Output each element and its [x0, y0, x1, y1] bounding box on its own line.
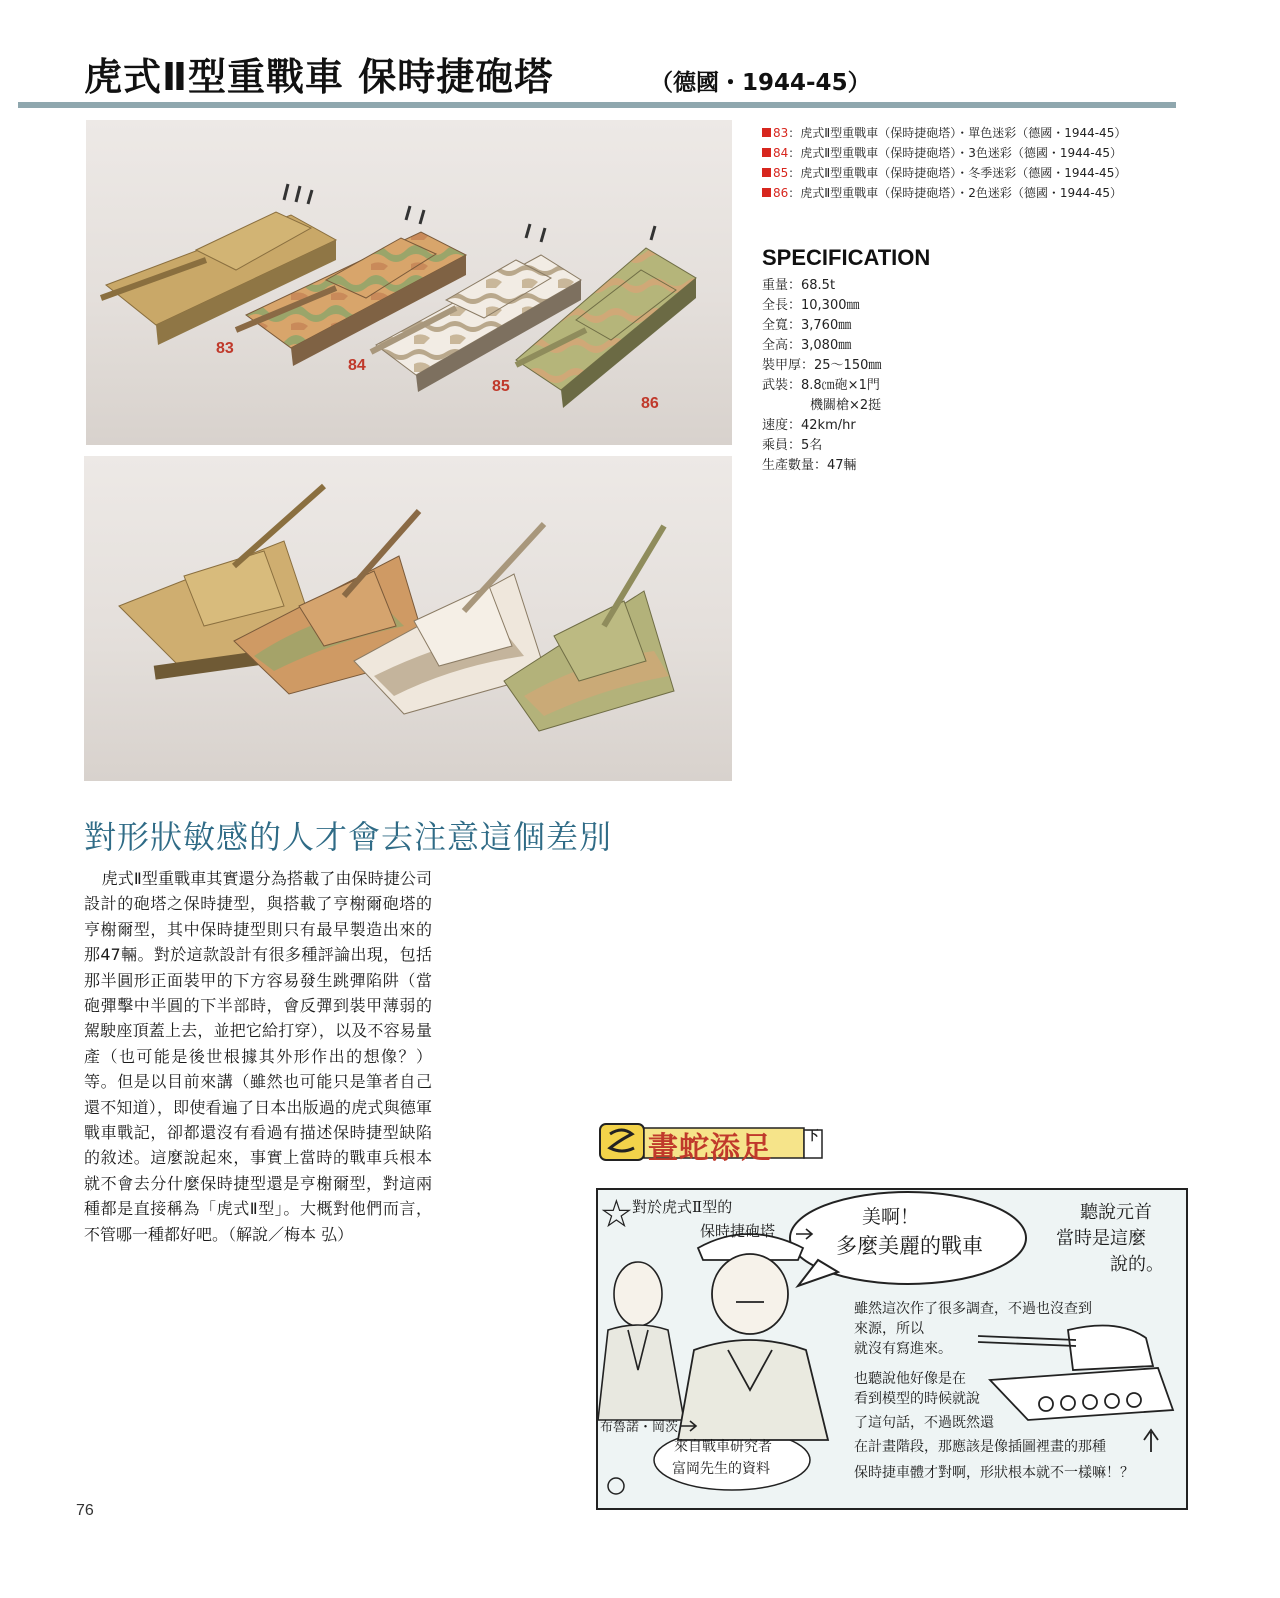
red-square-icon: [762, 148, 771, 157]
comic-note-line-1: 雖然這次作了很多調查，不過也沒查到: [854, 1301, 1092, 1317]
comic-right-line-2: 當時是這麼: [1056, 1228, 1146, 1249]
article-paragraph: 虎式Ⅱ型重戰車其實還分為搭載了由保時捷公司設計的砲塔之保時捷型，與搭載了亨榭爾砲塔的亨榭爾型，其中保時捷型則只有最早製造出來的那47輛。對於這款設計有很多種評論出現，包括那半圓形正面裝甲的下方容易發生跳彈陷阱（當砲彈擊中半圓的下半部時，會反彈到裝甲薄弱的駕駛座頂蓋上去，並把它給打穿），以及不容易量產（也可能是後世根據其外形作出的想像？）等。但是以目前來講（雖然也可能只是筆者自己還不知道），即使看遍了日本出版過的虎式與德軍戰車戰記，卻都還沒有看過有描述保時捷型缺陷的敘述。這麼說起來，事實上當時的戰車兵根本就不會去分什麼保時捷型還是亨榭爾型，對這兩種都是直接稱為「虎式Ⅱ型」。大概對他們而言，不管哪一種都好吧。（解說／梅本 弘）: [84, 869, 432, 1244]
photo-top-tanks: [86, 120, 732, 445]
red-square-icon: [762, 128, 771, 137]
comic-bubble-line-1: 美啊！: [862, 1206, 920, 1228]
title-rule: [18, 102, 1176, 108]
page-number: 76: [76, 1502, 94, 1519]
comic-note-line-6: 了這句話，不過既然還: [854, 1415, 994, 1431]
article-heading: 對形狀敏感的人才會去注意這個差別: [84, 818, 613, 856]
comic-source-line-2: 富岡先生的資料: [672, 1461, 770, 1477]
cartoon-title: 畫蛇添足: [648, 1131, 772, 1166]
spec-width: 全寬：3,760㎜: [762, 318, 852, 333]
comic-note-line-7: 在計畫階段，那應該是像插圖裡畫的那種: [854, 1439, 1106, 1455]
page-subtitle: （德國・1944-45）: [650, 70, 871, 96]
spec-length: 全長：10,300㎜: [762, 298, 860, 313]
red-square-icon: [762, 188, 771, 197]
comic-right-line-1: 聽說元首: [1080, 1202, 1152, 1223]
comic-note-line-4: 也聽說他好像是在: [854, 1371, 966, 1387]
spec-speed: 速度：42km/hr: [762, 418, 856, 433]
article-body: [84, 866, 432, 1247]
spec-crew: 乘員：5名: [762, 438, 823, 453]
variant-row: 86：虎式Ⅱ型重戰車（保時捷砲塔）・2色迷彩（德國・1944-45）: [762, 183, 1182, 203]
model-label-86: 86: [641, 395, 659, 412]
cartoon-title-suffix: 下: [806, 1129, 820, 1144]
variant-row: 83：虎式Ⅱ型重戰車（保時捷砲塔）・單色迷彩（德國・1944-45）: [762, 123, 1182, 143]
model-label-84: 84: [348, 357, 366, 374]
comic-note-line-3: 就沒有寫進來。: [854, 1341, 952, 1357]
spec-weight: 重量：68.5t: [762, 278, 836, 293]
model-label-85: 85: [492, 378, 510, 395]
variant-legend: [762, 123, 1182, 203]
comic-person-label: 布魯諾・岡茨: [600, 1420, 679, 1435]
spec-armament: 武裝：8.8㎝砲×1門: [762, 378, 880, 393]
model-label-83: 83: [216, 340, 234, 357]
variant-row: 85：虎式Ⅱ型重戰車（保時捷砲塔）・冬季迷彩（德國・1944-45）: [762, 163, 1182, 183]
tank-models-illustration-top: [86, 120, 732, 445]
comic-note-line-5: 看到模型的時候就說: [854, 1391, 980, 1407]
spec-production: 生產數量：47輛: [762, 458, 857, 473]
comic-note-line-2: 來源，所以: [854, 1321, 924, 1337]
red-square-icon: [762, 168, 771, 177]
specification-title: SPECIFICATION: [762, 245, 931, 270]
specification-list: [762, 276, 1162, 476]
comic-source-line-1: 來自戰車研究者: [674, 1439, 772, 1455]
cartoon-panel: [596, 1188, 1188, 1510]
comic-note-line-8: 保時捷車體才對啊，形狀根本就不一樣嘛！？: [854, 1465, 1134, 1481]
comic-right-line-3: 說的。: [1110, 1254, 1164, 1275]
comic-star-caption-2: 保時捷砲塔: [700, 1222, 776, 1240]
spec-armament-mg: 機關槍×2挺: [810, 398, 882, 413]
spec-armor: 裝甲厚：25～150㎜: [762, 358, 882, 373]
comic-star-caption-1: 對於虎式Ⅱ型的: [632, 1198, 733, 1216]
spec-height: 全高：3,080㎜: [762, 338, 852, 353]
page-title: 虎式Ⅱ型重戰車 保時捷砲塔: [84, 55, 554, 99]
tank-models-illustration-bottom: [84, 456, 732, 781]
comic-bubble-line-2: 多麼美麗的戰車: [836, 1234, 983, 1258]
photo-bottom-tanks: [84, 456, 732, 781]
variant-row: 84：虎式Ⅱ型重戰車（保時捷砲塔）・3色迷彩（德國・1944-45）: [762, 143, 1182, 163]
